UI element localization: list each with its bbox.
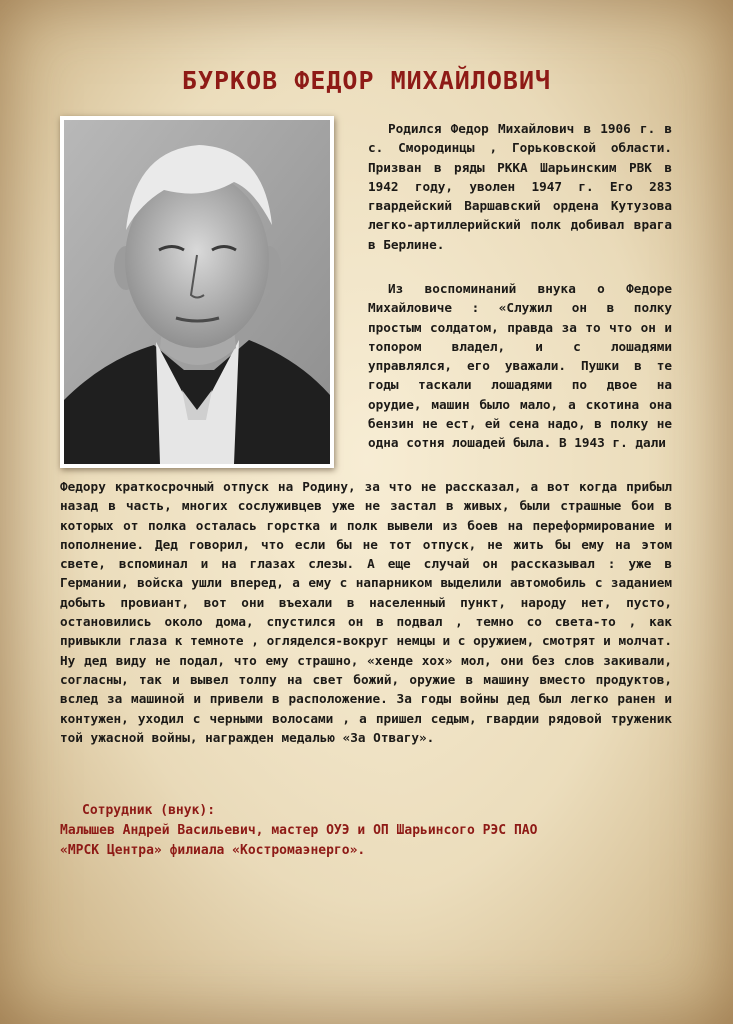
- credit-label: Сотрудник (внук):: [82, 803, 216, 818]
- paragraph-birth: Родился Федор Михайлович в 1906 г. в с. Смородинцы , Горьковской области. Призван в ряды РККА Шарьинским РВК в 1942 году, уволен 1947 г. Его 283 гвардейский Варшавский ордена Кутузова легко-артиллерийский полк добивал врага в Берлине.: [368, 121, 672, 252]
- portrait-photo: [60, 116, 334, 468]
- portrait-image: [64, 120, 330, 464]
- paragraph-story: Федору краткосрочный отпуск на Родину, за что не рассказал, а вот когда прибыл назад в часть, многих сослуживцев уже не застал в живых, были страшные бои в которых от полка осталась горстка и полк вывели из боев на переформирование и пополнение. Дед говорил, что если бы не тот отпуск, не жить бы ему на этом свете, вспоминал и на глазах слезы. А еще случай он рассказывал : уже в Германии, войска ушли вперед, а ему с напарником выделили автомобиль с заданием добыть провиант, вот они въехали в населенный пункт, народу нет, пусто, остановились около дома, спустился он в подвал , темно со света-то , как привыкли глаза к темноте , огляделся-вокруг немцы и с оружием, смотрят и молчат. Ну дед виду не подал, что ему страшно, «хенде хох» мол, они без слов закивали, согласны, так и вывел толпу на свет божий, оружие в машину вместо продуктов, вслед за машиной и привели в расположение. За годы войны дед был легко ранен и контужен, уходил с черными волосами , а пришел седым, гвардии рядовой труженик той ужасной войны, награжден медалью «За Отвагу».: [60, 479, 672, 745]
- page-title: БУРКОВ ФЕДОР МИХАЙЛОВИЧ: [181, 66, 552, 95]
- credit-name: Малышев Андрей Васильевич, мастер ОУЭ и ОП Шарьинсого РЭС ПАО: [60, 823, 538, 838]
- credit-organization: «МРСК Центра» филиала «Костромаэнерго».: [60, 843, 366, 858]
- paragraph-memories: Из воспоминаний внука о Федоре Михайловиче : «Служил он в полку простым солдатом, правда за то что он и топором владел, и с лошадями управлялся, его уважали. Пушки в те годы таскали лошадями по двое на орудие, машин было мало, а скотина она бензин не ест, ей сена надо, в полку не одна сотня лошадей была. В 1943 г. дали: [368, 281, 672, 451]
